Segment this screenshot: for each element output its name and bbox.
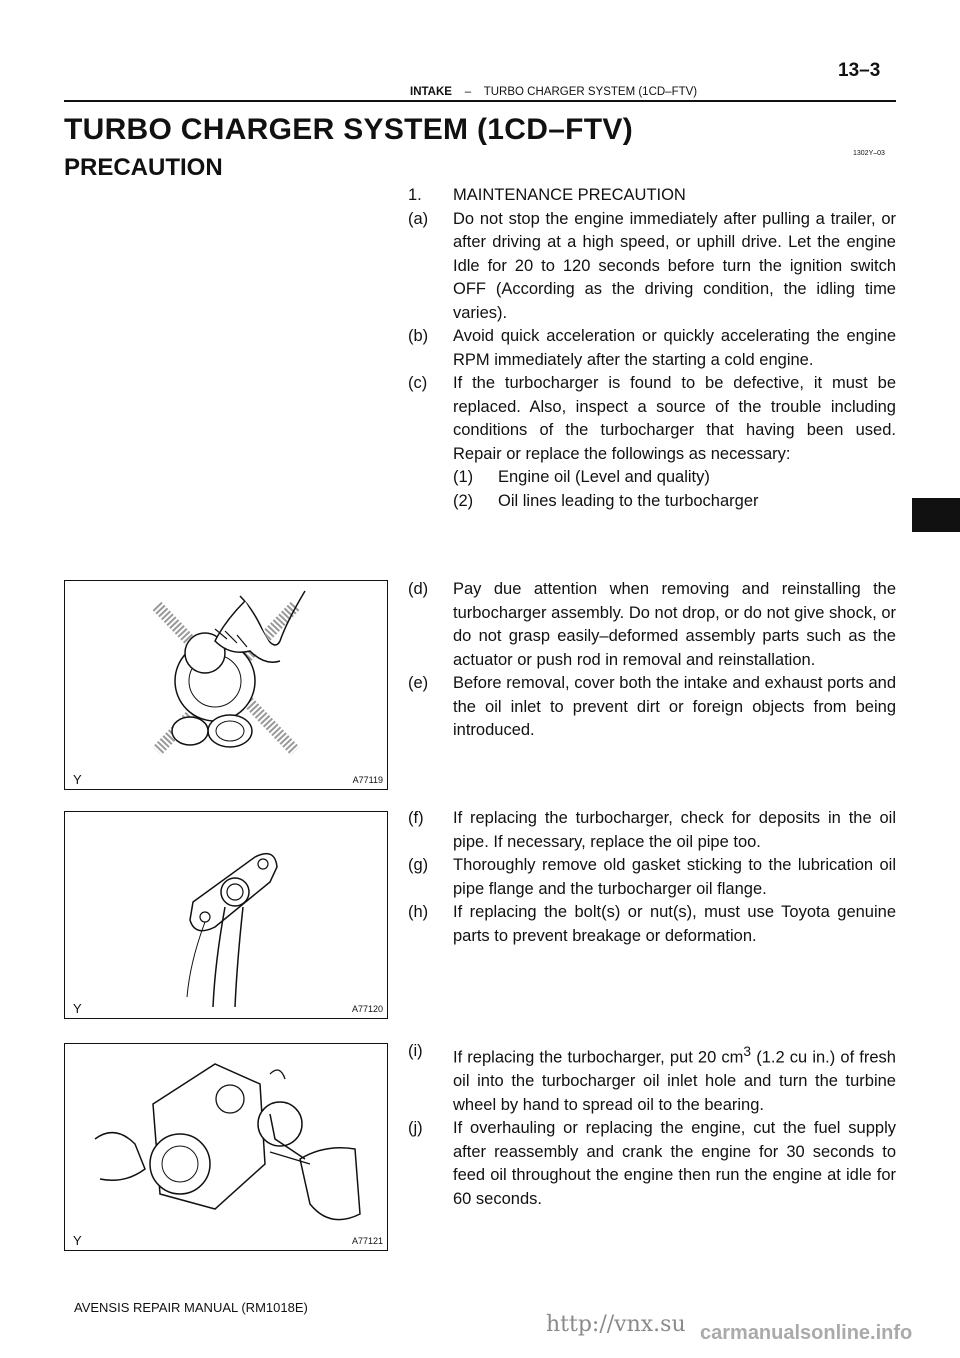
doc-code: 1302Y–03 xyxy=(853,150,885,157)
item-text: If replacing the turbocharger, check for deposits in the oil pipe. If necessary, replace the oil pipe too. xyxy=(453,809,896,851)
turbocharger-illustration xyxy=(65,581,387,789)
item-label: (f) xyxy=(408,809,424,827)
figure-oil-pipe xyxy=(64,811,388,1019)
item-text: Before removal, cover both the intake and exhaust ports and the oil inlet to prevent dirt or foreign objects from being introduced. xyxy=(453,674,896,739)
item-label: (d) xyxy=(408,580,429,598)
list-item xyxy=(408,1117,896,1211)
figure-turbocharger-handling xyxy=(64,580,388,790)
list-item xyxy=(408,672,896,743)
item-text: Do not stop the engine immediately after pulling a trailer, or after driving at a high speed, or uphill drive. Let the engine Idle for 20 to 120 seconds before turn the ignition switch OFF (According as the driving condition, the idling time varies). xyxy=(453,209,896,322)
list-item xyxy=(408,372,896,466)
superscript: 3 xyxy=(743,1044,752,1059)
maintenance-precaution-block xyxy=(408,184,896,513)
list-item xyxy=(408,854,896,901)
item-label: (j) xyxy=(408,1119,423,1137)
page-number: 13–3 xyxy=(838,60,881,81)
watermark-right: carmanualsonline.info xyxy=(700,1322,913,1344)
item-text: If the turbocharger is found to be defective, it must be replaced. Also, inspect a source of the trouble including conditions of the turbocharger that having been used. Repair or replace the followings as necessary: xyxy=(453,374,896,463)
subitem-text: Engine oil (Level and quality) xyxy=(498,468,710,486)
oil-priming-block xyxy=(408,1040,896,1211)
item-label: (i) xyxy=(408,1042,423,1060)
figure-code: A77119 xyxy=(352,775,383,785)
item-label: (e) xyxy=(408,674,429,692)
figure-code: A77120 xyxy=(351,1004,383,1014)
section-tab xyxy=(912,498,960,532)
figure-mark: Y xyxy=(73,1233,82,1248)
list-item xyxy=(408,208,896,326)
heading-number: 1. xyxy=(408,186,422,204)
page-title: TURBO CHARGER SYSTEM (1CD–FTV) xyxy=(64,113,634,146)
header-section: INTAKE xyxy=(410,86,452,98)
handling-block xyxy=(408,578,896,743)
header-subsection: TURBO CHARGER SYSTEM (1CD–FTV) xyxy=(483,86,698,98)
heading-item xyxy=(408,184,896,208)
item-label: (a) xyxy=(408,209,429,228)
replacement-block xyxy=(408,807,896,948)
header-rule xyxy=(64,100,896,102)
list-item xyxy=(408,1040,896,1117)
subitem-label: (1) xyxy=(453,468,474,486)
header-separator: – xyxy=(464,86,472,98)
running-header xyxy=(410,86,697,98)
section-title: PRECAUTION xyxy=(64,154,223,181)
subitem-text: Oil lines leading to the turbocharger xyxy=(498,491,759,510)
list-item xyxy=(408,578,896,672)
sub-list-item xyxy=(408,490,896,514)
list-item xyxy=(408,807,896,854)
item-text: If replacing the bolt(s) or nut(s), must use Toyota genuine parts to prevent breakage or deformation. xyxy=(453,903,896,945)
item-text-pre: If replacing the turbocharger, put 20 cm xyxy=(453,1048,744,1067)
item-label: (h) xyxy=(408,903,429,921)
list-item xyxy=(408,901,896,948)
heading-text: MAINTENANCE PRECAUTION xyxy=(453,186,686,204)
footer: AVENSIS REPAIR MANUAL (RM1018E) xyxy=(74,1300,308,1315)
item-text: Pay due attention when removing and reinstalling the turbocharger assembly. Do not drop, or do not give shock, or do not grasp easily–deformed assembly parts such as the actuator or push rod in removal and reinstallation. xyxy=(453,580,896,669)
oil-priming-illustration xyxy=(65,1044,387,1250)
list-item xyxy=(408,325,896,372)
item-label: (g) xyxy=(408,856,429,874)
item-text: If overhauling or replacing the engine, cut the fuel supply after reassembly and crank the engine for 30 seconds to feed oil throughout the engine then run the engine at idle for 60 seconds. xyxy=(453,1119,896,1208)
subitem-label: (2) xyxy=(453,491,474,510)
oil-pipe-illustration xyxy=(65,812,387,1018)
figure-mark: Y xyxy=(73,772,82,787)
figure-mark: Y xyxy=(73,1001,82,1016)
watermark-left: http://vnx.su xyxy=(546,1312,686,1337)
item-text-post: (1.2 cu in.) of fresh oil into the turbocharger oil inlet hole and turn the turbine wheel by hand to spread oil to the bearing. xyxy=(453,1048,896,1114)
figure-code: A77121 xyxy=(351,1236,383,1246)
figure-oil-priming xyxy=(64,1043,388,1251)
item-text: Thoroughly remove old gasket sticking to the lubrication oil pipe flange and the turbocharger oil flange. xyxy=(453,856,896,898)
sub-list-item xyxy=(408,466,896,490)
item-label: (b) xyxy=(408,327,429,345)
item-text: Avoid quick acceleration or quickly accelerating the engine RPM immediately after the starting a cold engine. xyxy=(453,327,896,369)
item-label: (c) xyxy=(408,374,428,392)
